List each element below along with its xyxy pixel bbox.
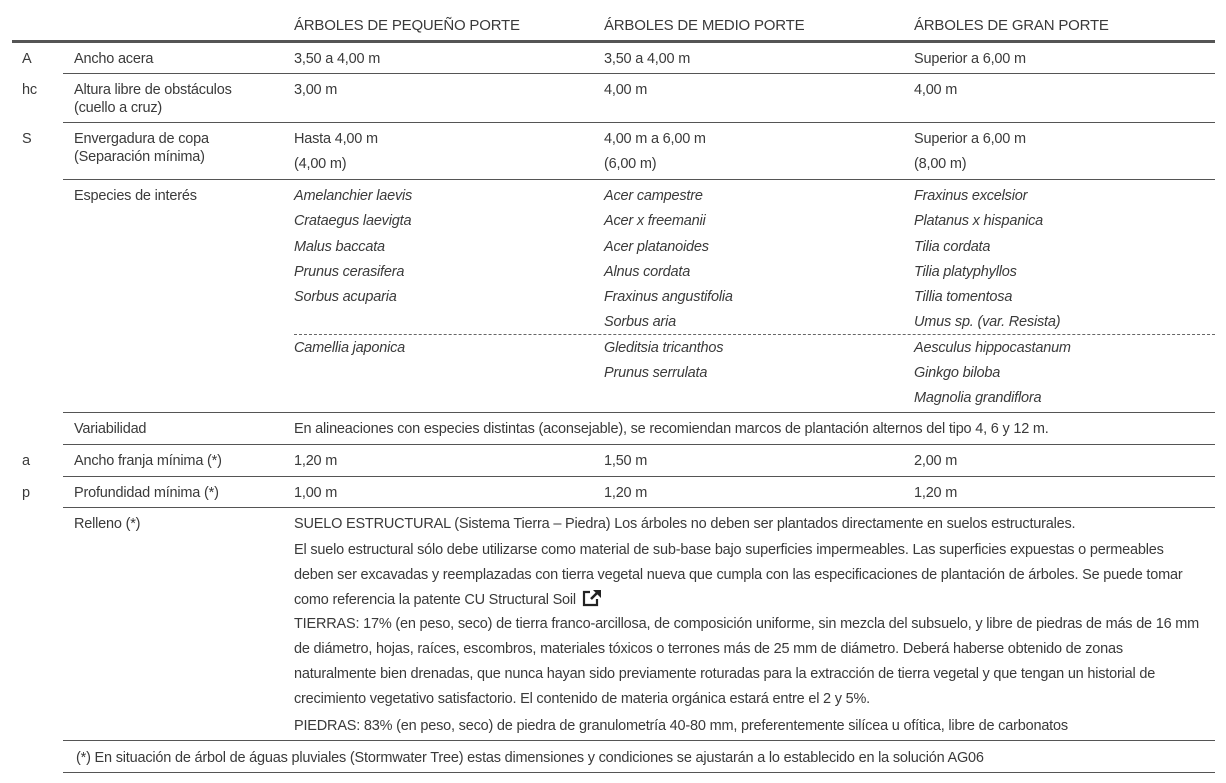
cell: 3,50 a 4,00 m — [604, 51, 691, 67]
row-rule — [63, 122, 1215, 123]
relleno-paragraph-2: TIERRAS: 17% (en peso, seco) de tierra franco-arcillosa, de composición uniforme, sin mezcla del subsuelo, y libre de piedras de más de 16 mm de diámetro, hojas, raíces, escombros, materiales tóxicos o terrones más de 25 mm de diámetro. Deberá haberse obtenido de zonas naturalmente bien drenadas, que nunca hayan sido previamente roturadas para la extracción de tierra vegetal y que tengan un historial de crecimiento vegetativo satisfactorio. El contenido de materia orgánica estará entre el 2 y 5%. — [294, 616, 1200, 707]
cell: (8,00 m) — [914, 156, 967, 172]
label-ancho-acera: Ancho acera — [74, 51, 154, 67]
cell: 1,20 m — [914, 485, 958, 501]
cell: 1,50 m — [604, 453, 648, 469]
code-hc: hc — [22, 82, 37, 98]
label-especies: Especies de interés — [74, 188, 197, 204]
species-item: Acer platanoides — [604, 239, 709, 255]
footnote: (*) En situación de árbol de águas pluviales (Stormwater Tree) estas dimensiones y condiciones se ajustarán a lo establecido en la solución AG06 — [76, 750, 984, 766]
relleno-paragraph-1 — [294, 538, 1206, 616]
label-ancho-franja: Ancho franja mínima (*) — [74, 453, 222, 469]
cell: 3,50 a 4,00 m — [294, 51, 381, 67]
cell: 1,20 m — [294, 453, 338, 469]
species-dashed-divider — [294, 334, 1215, 335]
species-item: Aesculus hippocastanum — [914, 340, 1071, 356]
bottom-rule — [63, 772, 1215, 773]
row-rule — [63, 740, 1215, 741]
species-item: Tillia tomentosa — [914, 289, 1013, 305]
relleno-line-1: SUELO ESTRUCTURAL (Sistema Tierra – Piedra) Los árboles no deben ser plantados directamente en suelos estructurales. — [294, 516, 1076, 532]
label-relleno: Relleno (*) — [74, 516, 141, 532]
species-item: Camellia japonica — [294, 340, 406, 356]
code-a-small: a — [22, 453, 30, 469]
species-item: Gleditsia tricanthos — [604, 340, 724, 356]
cell: 4,00 m — [604, 82, 648, 98]
row-rule — [63, 179, 1215, 180]
cell: 1,00 m — [294, 485, 338, 501]
cell: 1,20 m — [604, 485, 648, 501]
species-item: Sorbus aria — [604, 314, 676, 330]
code-s: S — [22, 131, 32, 147]
label-variabilidad: Variabilidad — [74, 421, 147, 437]
species-item: Fraxinus excelsior — [914, 188, 1028, 204]
species-item: Acer campestre — [604, 188, 703, 204]
relleno-line-last: PIEDRAS: 83% (en peso, seco) de piedra de granulometría 40-80 mm, preferentemente silícea u ofítica, libre de carbonatos — [294, 718, 1068, 734]
row-rule — [63, 507, 1215, 508]
species-item: Sorbus acuparia — [294, 289, 397, 305]
species-item: Platanus x hispanica — [914, 213, 1043, 229]
row-rule — [63, 476, 1215, 477]
label-envergadura-sub: (Separación mínima) — [74, 149, 205, 165]
species-item: Prunus serrulata — [604, 365, 708, 381]
code-p: p — [22, 485, 30, 501]
header-rule — [12, 40, 1215, 43]
species-item: Amelanchier laevis — [294, 188, 413, 204]
row-rule — [63, 444, 1215, 445]
species-item: Ginkgo biloba — [914, 365, 1001, 381]
cell: Hasta 4,00 m — [294, 131, 378, 147]
species-item: Magnolia grandiflora — [914, 390, 1042, 406]
row-rule — [63, 73, 1215, 74]
species-item: Alnus cordata — [604, 264, 691, 280]
label-envergadura: Envergadura de copa — [74, 131, 209, 147]
species-item: Umus sp. (var. Resista) — [914, 314, 1061, 330]
header-small-trees: ÁRBOLES DE PEQUEÑO PORTE — [294, 17, 520, 34]
cell: 4,00 m a 6,00 m — [604, 131, 706, 147]
code-a: A — [22, 51, 32, 67]
label-profundidad: Profundidad mínima (*) — [74, 485, 219, 501]
cell: 3,00 m — [294, 82, 338, 98]
relleno-paragraph-1-text: El suelo estructural sólo debe utilizarse como material de sub-base bajo superficies impermeables. Las superficies expuestas o permeables deben ser excavadas y reemplazadas con tierra vegetal nueva que cumpla con las especificaciones de plantación de árboles. Se puede tomar como referencia la patente CU Structural Soil — [294, 542, 1183, 608]
species-item: Fraxinus angustifolia — [604, 289, 733, 305]
species-item: Malus baccata — [294, 239, 385, 255]
cell: 4,00 m — [914, 82, 958, 98]
header-large-trees: ÁRBOLES DE GRAN PORTE — [914, 17, 1109, 34]
header-medium-trees: ÁRBOLES DE MEDIO PORTE — [604, 17, 805, 34]
species-item: Prunus cerasifera — [294, 264, 405, 280]
species-item: Acer x freemanii — [604, 213, 706, 229]
label-altura: Altura libre de obstáculos — [74, 82, 232, 98]
cell: (4,00 m) — [294, 156, 347, 172]
species-item: Tilia cordata — [914, 239, 991, 255]
label-altura-sub: (cuello a cruz) — [74, 100, 163, 116]
row-rule — [63, 412, 1215, 413]
cell: Superior a 6,00 m — [914, 51, 1026, 67]
cell: 2,00 m — [914, 453, 958, 469]
cell: (6,00 m) — [604, 156, 657, 172]
species-item: Tilia platyphyllos — [914, 264, 1017, 280]
variabilidad-text: En alineaciones con especies distintas (aconsejable), se recomiendan marcos de plantación alternos del tipo 4, 6 y 12 m. — [294, 421, 1049, 437]
species-item: Crataegus laevigta — [294, 213, 412, 229]
cell: Superior a 6,00 m — [914, 131, 1026, 147]
